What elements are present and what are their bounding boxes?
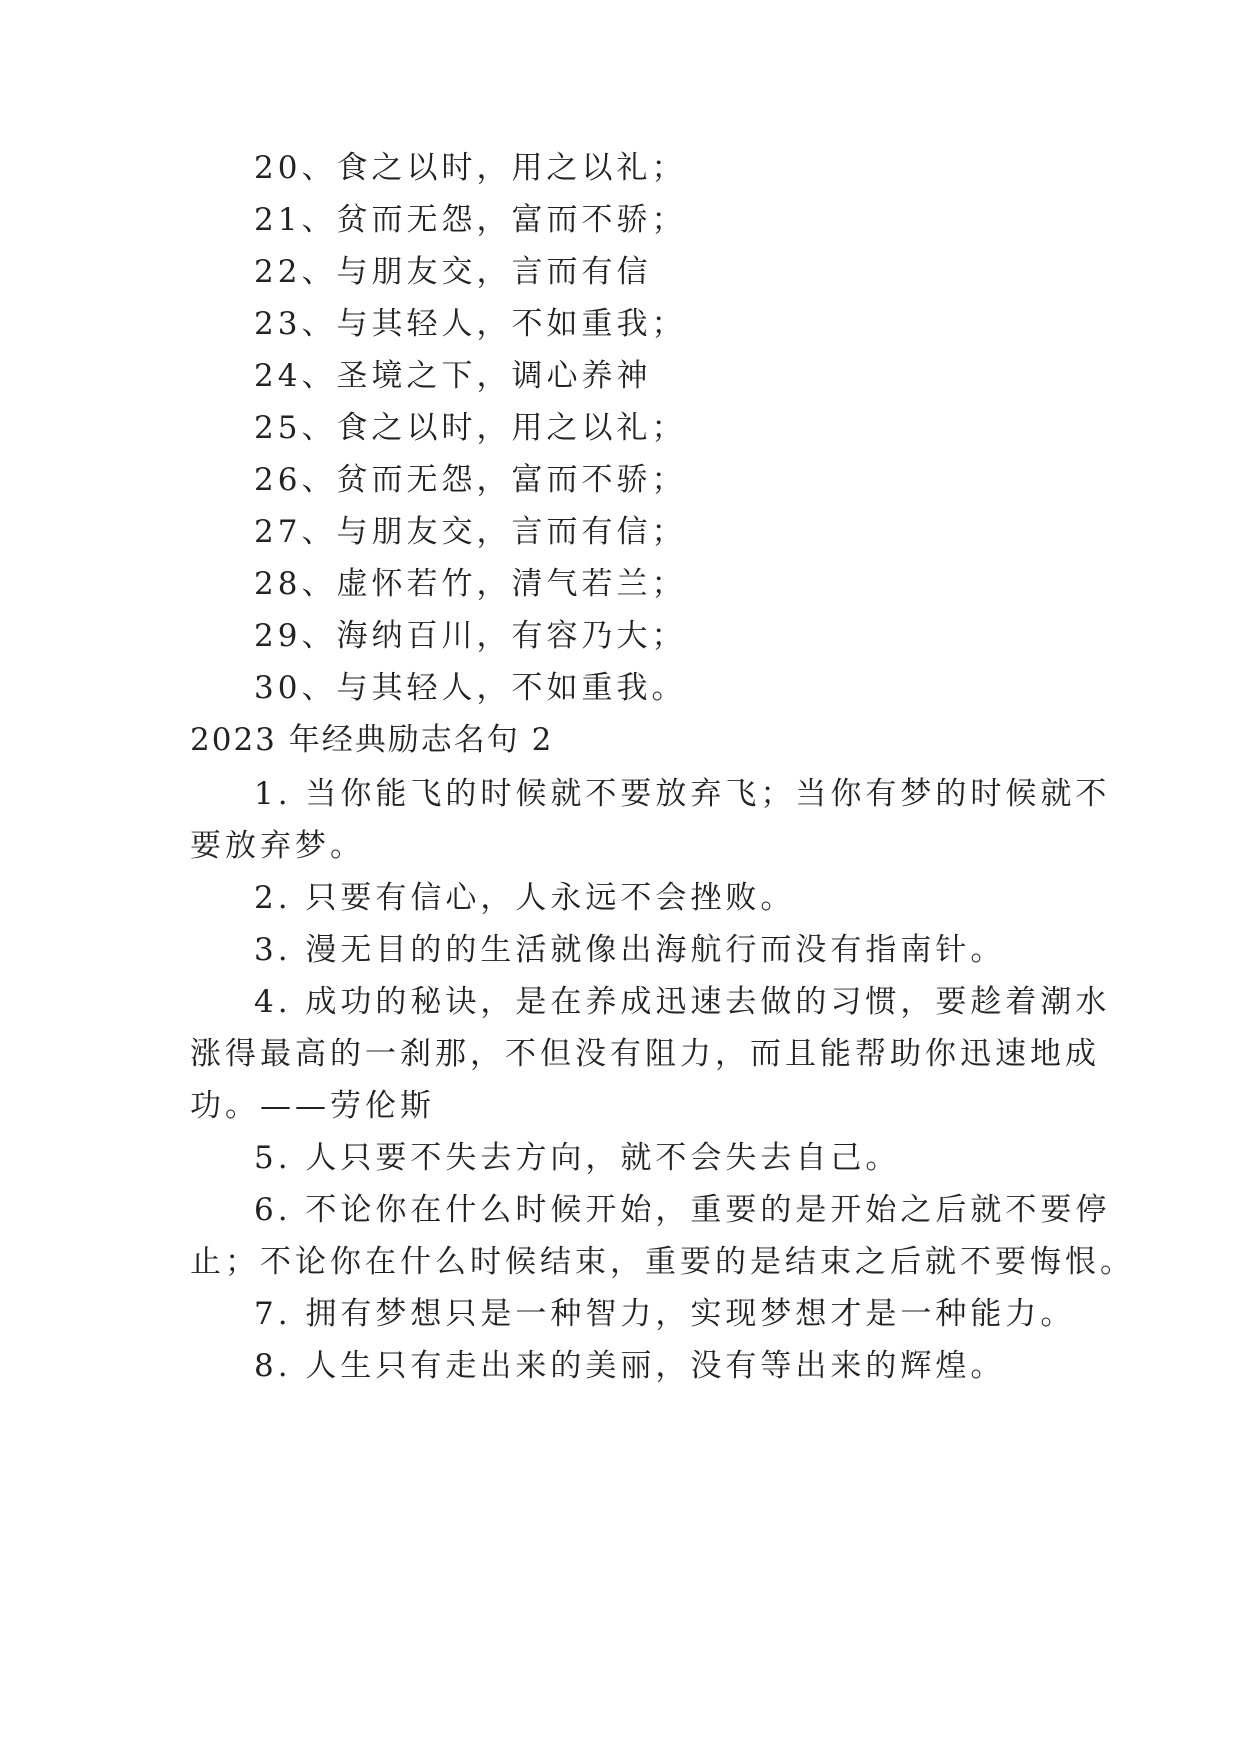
list-item: 25、食之以时，用之以礼； — [254, 410, 687, 446]
list-item: 27、与朋友交，言而有信； — [254, 514, 687, 550]
list-item: 29、海纳百川，有容乃大； — [254, 618, 687, 654]
list-item: 28、虚怀若竹，清气若兰； — [254, 566, 687, 602]
list-item: 23、与其轻人，不如重我； — [254, 306, 687, 342]
quote-line: 要放弃梦。 — [190, 828, 365, 864]
quote-line: 5. 人只要不失去方向，就不会失去自己。 — [254, 1140, 901, 1176]
quote-line: 功。——劳伦斯 — [190, 1088, 435, 1124]
quote-line: 1. 当你能飞的时候就不要放弃飞；当你有梦的时候就不 — [254, 776, 1111, 812]
quote-line: 3. 漫无目的的生活就像出海航行而没有指南针。 — [254, 932, 1006, 968]
list-item: 22、与朋友交，言而有信 — [254, 254, 652, 290]
quote-line: 6. 不论你在什么时候开始，重要的是开始之后就不要停 — [254, 1192, 1111, 1228]
quote-line: 8. 人生只有走出来的美丽，没有等出来的辉煌。 — [254, 1348, 1006, 1384]
quote-line: 4. 成功的秘诀，是在养成迅速去做的习惯，要趁着潮水 — [254, 984, 1111, 1020]
list-item: 21、贫而无怨，富而不骄； — [254, 202, 687, 238]
quote-line: 涨得最高的一刹那，不但没有阻力，而且能帮助你迅速地成 — [190, 1036, 1100, 1072]
list-item: 24、圣境之下，调心养神 — [254, 358, 652, 394]
quote-line: 2. 只要有信心，人永远不会挫败。 — [254, 880, 796, 916]
list-item: 20、食之以时，用之以礼； — [254, 150, 687, 186]
list-item: 30、与其轻人，不如重我。 — [254, 670, 687, 706]
section-heading: 2023 年经典励志名句 2 — [190, 722, 554, 758]
quote-line: 7. 拥有梦想只是一种智力，实现梦想才是一种能力。 — [254, 1296, 1076, 1332]
quote-line: 止；不论你在什么时候结束，重要的是结束之后就不要悔恨。 — [190, 1244, 1135, 1280]
list-item: 26、贫而无怨，富而不骄； — [254, 462, 687, 498]
